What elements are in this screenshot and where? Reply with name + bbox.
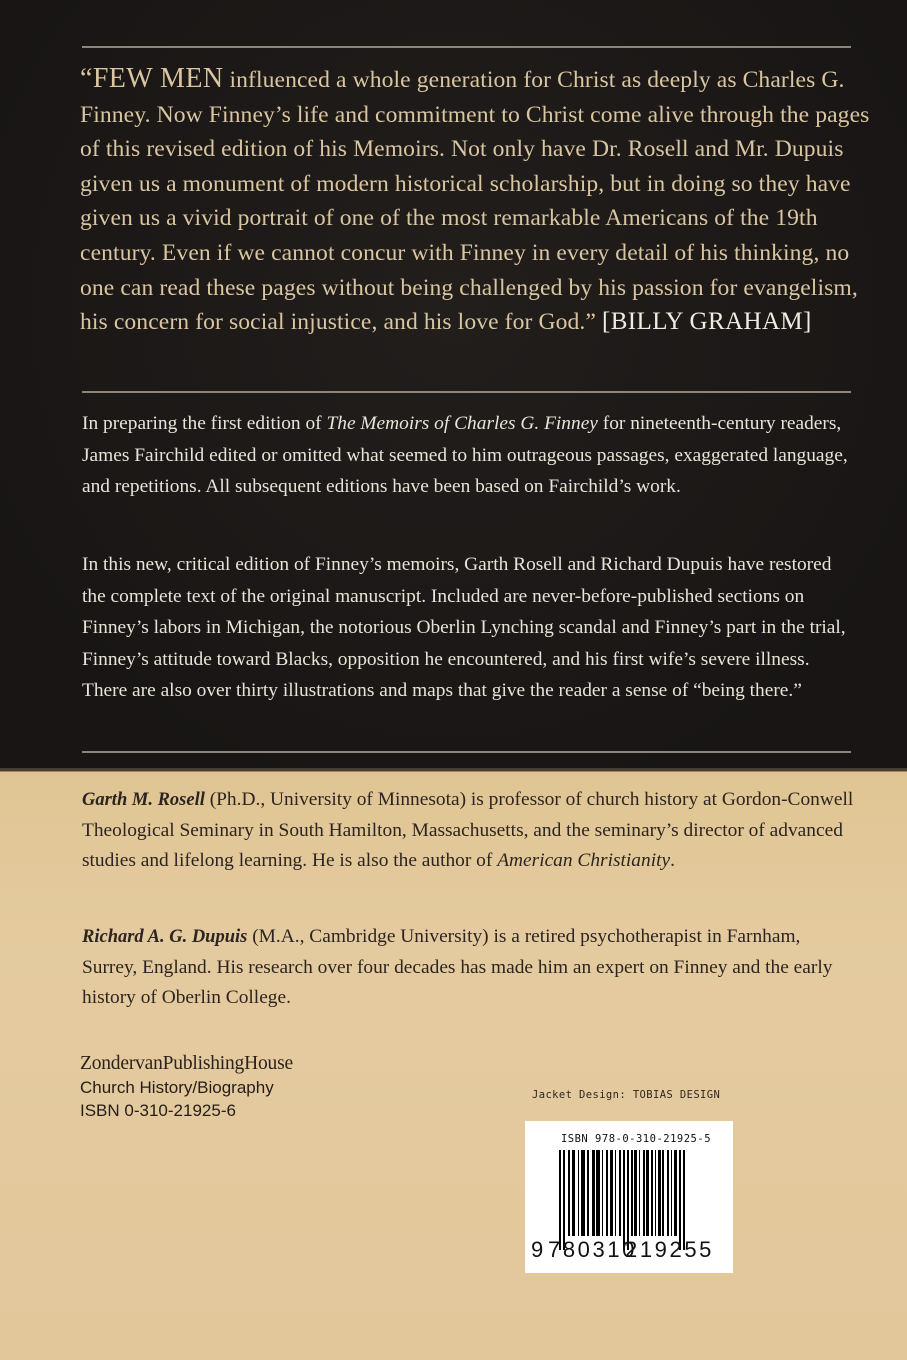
author-bio-rosell	[82, 785, 857, 877]
barcode-digits-left: 780310	[548, 1237, 638, 1262]
barcode-digits-right: 219255	[625, 1237, 715, 1262]
description-rule	[82, 751, 851, 753]
quote-lead: “FEW MEN	[80, 63, 224, 94]
description-paragraph-1	[82, 408, 857, 503]
description-paragraph-2: In this new, critical edition of Finney’s memoirs, Garth Rosell and Richard Dupuis have restored the complete text of the original manuscript. Included are never-before-published sections on Finney’s labors in Michigan, the notorious Oberlin Lynching scandal and Finney’s part in the trial, Finney’s attitude toward Blacks, opposition he encountered, and his first wife’s severe illness. There are also over thirty illustrations and maps that give the reader a sense of “being there.”	[82, 554, 846, 701]
barcode-isbn-label: ISBN 978-0-310-21925-5	[560, 1133, 712, 1145]
barcode-digit-first: 9	[531, 1237, 545, 1262]
author-name: Garth M. Rosell	[82, 790, 205, 810]
barcode	[525, 1121, 733, 1273]
paragraph-text: for nineteenth-century readers, James Fairchild edited or omitted what seemed to him outrageous passages, exaggerated language, and repetitions. All subsequent editions have been based on Fairchild’s work.	[82, 413, 848, 497]
author-bio-text: (M.A., Cambridge University) is a retired psychotherapist in Farnham, Surrey, England. His research over four decades has made him an expert on Finney and the early history of Oberlin College.	[82, 926, 833, 1008]
barcode-bars-icon	[559, 1150, 711, 1250]
top-rule	[82, 46, 851, 48]
endorsement-quote	[80, 62, 870, 340]
paragraph-text: In preparing the first edition of	[82, 413, 327, 434]
barcode-digits	[531, 1237, 731, 1360]
author-book-title: American Christianity	[497, 850, 671, 871]
quote-attribution: [BILLY GRAHAM]	[602, 308, 812, 336]
author-bio-dupuis	[82, 922, 857, 1014]
author-name: Richard A. G. Dupuis	[82, 927, 248, 947]
book-title: The Memoirs of Charles G. Finney	[326, 413, 598, 434]
author-bio-text: (Ph.D., University of Minnesota) is professor of church history at Gordon-Conwell Theological Seminary in South Hamilton, Massachusetts, and the seminary’s director of advanced studies and lifelong learning. He is also the author of	[82, 789, 854, 871]
panel-divider	[0, 768, 907, 772]
book-category: Church History/Biography	[80, 1078, 274, 1097]
isbn-10: ISBN 0-310-21925-6	[80, 1101, 236, 1120]
quote-rule	[82, 391, 851, 393]
jacket-design-credit: Jacket Design: TOBIAS DESIGN	[532, 1089, 721, 1101]
author-bio-end: .	[670, 850, 675, 871]
quote-text: influenced a whole generation for Christ as deeply as Charles G. Finney. Now Finney’s life and commitment to Christ come alive through the pages of this revised edition of his Memoirs. Not only have Dr. Rosell and Mr. Dupuis given us a monument of modern historical scholarship, but in doing so they have given us a vivid portrait of one of the most remarkable Americans of the 19th century. Even if we cannot concur with Finney in every detail of his thinking, no one can read these pages without being challenged by his passion for evangelism, his concern for social injustice, and his love for God.”	[80, 67, 870, 336]
publisher-name: ZondervanPublishingHouse	[80, 1053, 293, 1074]
